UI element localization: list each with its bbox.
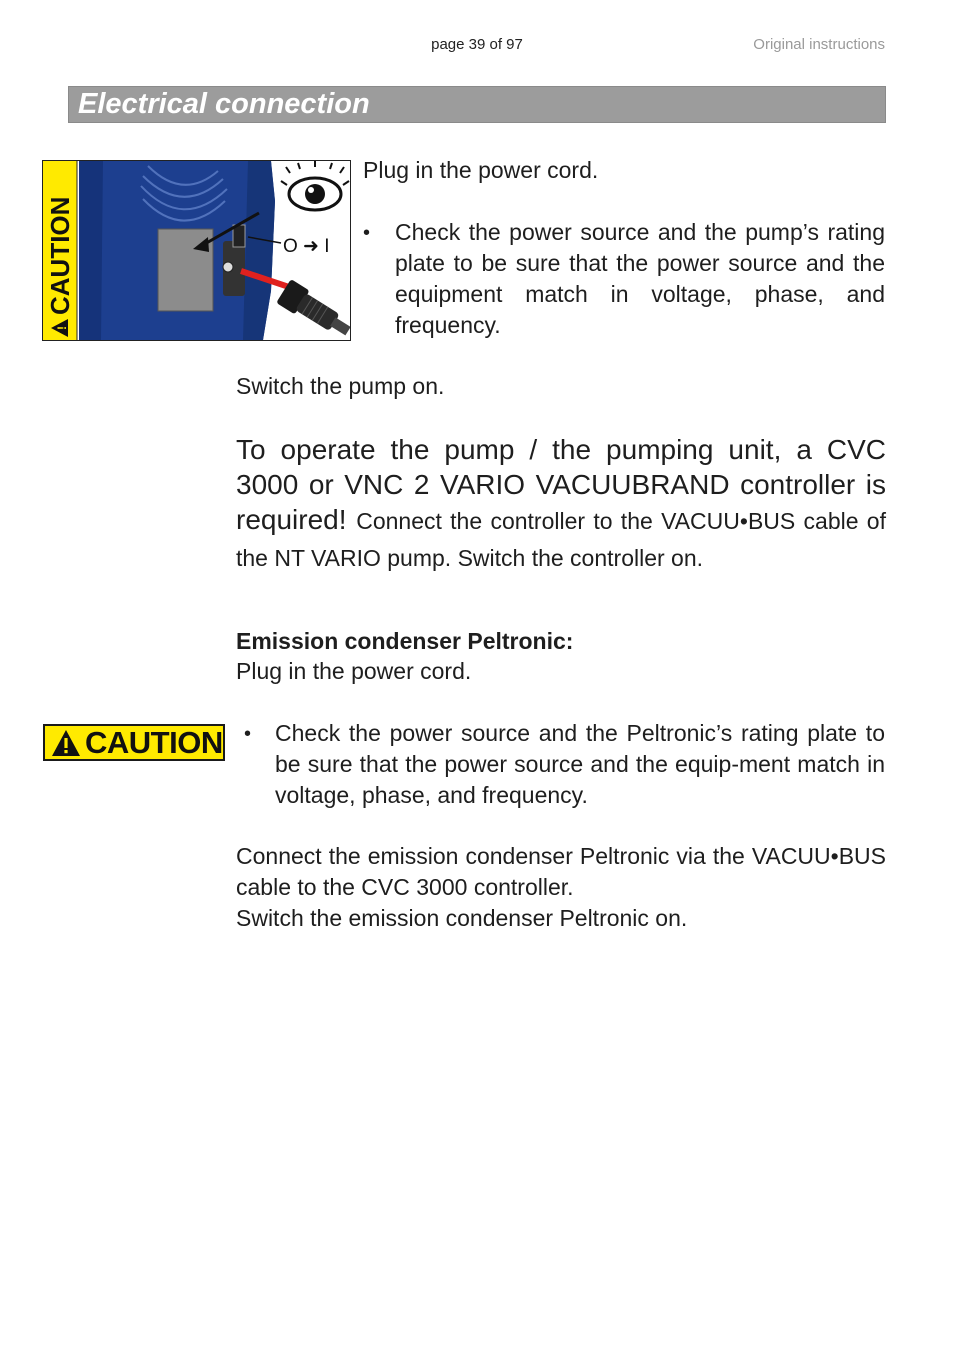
svg-text:!: ! bbox=[55, 326, 69, 330]
document-type-label: Original instructions bbox=[753, 36, 885, 53]
caution-label bbox=[43, 724, 225, 761]
controller-paragraph bbox=[236, 432, 886, 576]
controller-connect-text: Connect the controller to the VACUU•BUS cable of the NT VARIO pump. Switch the controller on. bbox=[236, 508, 886, 571]
eye-icon bbox=[281, 161, 349, 210]
peltronic-plug-in-text: Plug in the power cord. bbox=[236, 658, 472, 684]
section-title: Electrical connection bbox=[78, 88, 370, 120]
power-plug bbox=[276, 279, 350, 340]
controller-requirement: To operate the pump / the pumping unit, a CVC 3000 or VNC 2 VARIO VACUUBRAND controller is required! bbox=[236, 434, 886, 535]
peltronic-switch-on-text: Switch the emission condenser Peltronic on. bbox=[236, 905, 688, 931]
peltronic-heading: Emission condenser Peltronic: bbox=[236, 628, 574, 654]
pump-plug-in-text: Plug in the power cord. bbox=[363, 157, 599, 183]
pump-power-connection-figure bbox=[42, 160, 351, 341]
pump-switch-on-text: Switch the pump on. bbox=[236, 373, 445, 399]
svg-text:CAUTION: CAUTION bbox=[45, 196, 75, 315]
bullet-marker: • bbox=[363, 222, 371, 244]
caution-text: CAUTION bbox=[85, 725, 223, 760]
section-header-bar bbox=[68, 86, 886, 123]
bullet-marker: • bbox=[244, 723, 252, 745]
peltronic-check-text: Check the power source and the Peltronic’s rating plate to be sure that the power source and the equip-ment match in voltage, phase, and frequency. bbox=[275, 720, 885, 808]
peltronic-connect-text: Connect the emission condenser Peltronic via the VACUU•BUS cable to the CVC 3000 controller. bbox=[236, 843, 886, 900]
caution-vertical-label bbox=[45, 197, 75, 337]
warning-triangle-icon bbox=[51, 729, 81, 757]
switch-label: O ➜ I bbox=[283, 236, 330, 257]
page-number: page 39 of 97 bbox=[431, 36, 523, 53]
pump-check-text: Check the power source and the pump’s rating plate to be sure that the power source and the equipment match in voltage, phase, and frequency. bbox=[395, 219, 885, 338]
pump-illustration bbox=[43, 161, 350, 340]
